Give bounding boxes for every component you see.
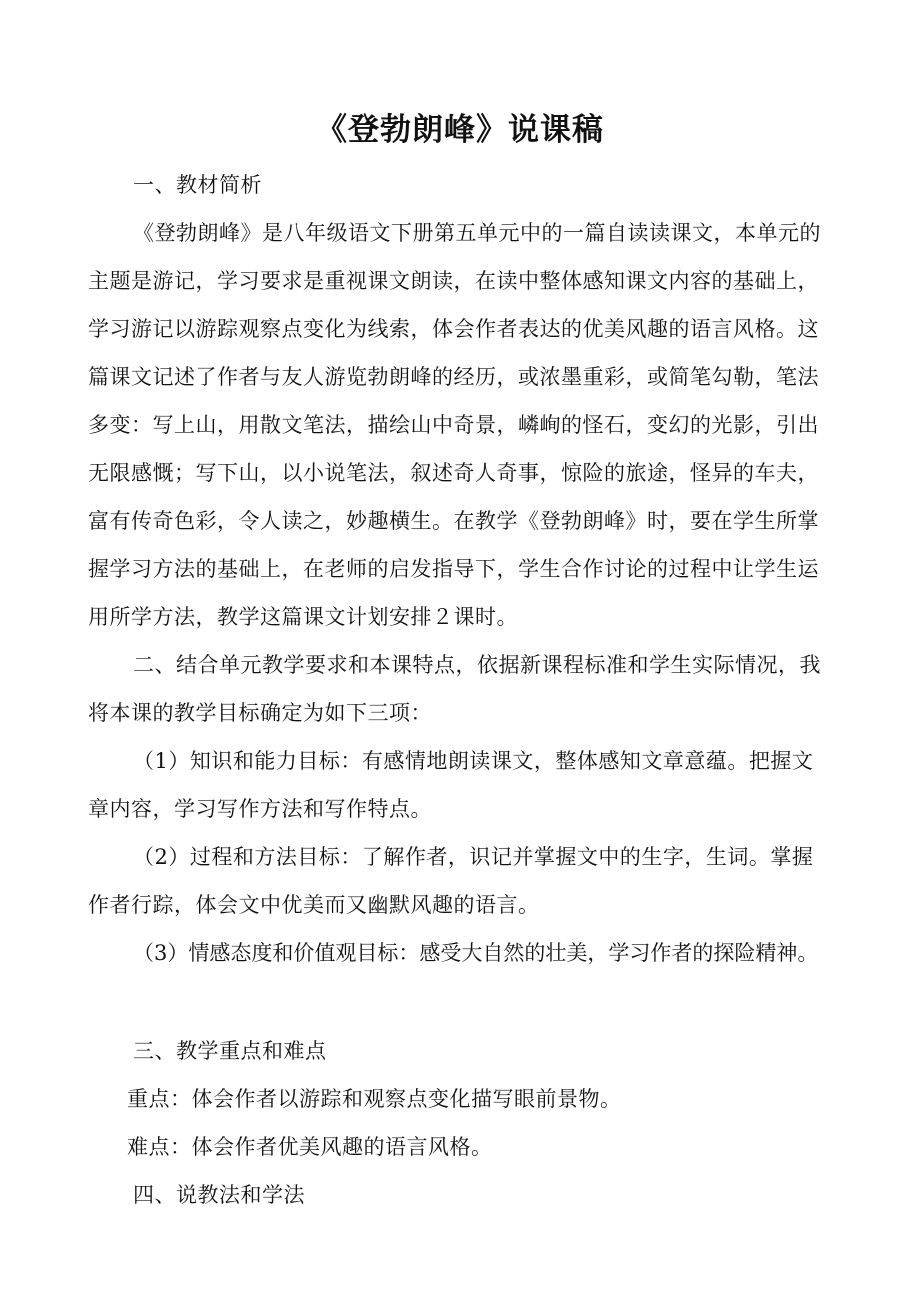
paragraph-line: 用所学方法，教学这篇课文计划安排２课时。 xyxy=(88,605,518,629)
paragraph-line: 富有传奇色彩，令人读之，妙趣横生。在教学《登勃朗峰》时，要在学生所掌 xyxy=(88,509,819,533)
goal-emotion: （3）情感态度和价值观目标：感受大自然的壮美，学习作者的探险精神。 xyxy=(133,941,819,965)
paragraph-line: 学习游记以游踪观察点变化为线索，体会作者表达的优美风趣的语言风格。这 xyxy=(88,317,819,341)
section-heading-1: 一、教材简析 xyxy=(133,173,262,197)
paragraph-line: 无限感慨；写下山，以小说笔法，叙述奇人奇事，惊险的旅途，怪异的车夫， xyxy=(88,461,819,485)
paragraph-line: 主题是游记，学习要求是重视课文朗读，在读中整体感知课文内容的基础上， xyxy=(88,269,819,293)
paragraph-line: 二、结合单元教学要求和本课特点，依据新课程标准和学生实际情况，我 xyxy=(133,653,821,677)
difficult-point: 难点：体会作者优美风趣的语言风格。 xyxy=(127,1135,493,1159)
goal-knowledge-cont: 章内容，学习写作方法和写作特点。 xyxy=(88,797,432,821)
section-heading-3: 三、教学重点和难点 xyxy=(133,1039,327,1063)
goal-knowledge: （1）知识和能力目标：有感情地朗读课文，整体感知文章意蕴。把握文 xyxy=(133,749,814,773)
section-heading-4: 四、说教法和学法 xyxy=(133,1183,305,1207)
paragraph-line: 将本课的教学目标确定为如下三项： xyxy=(88,701,432,725)
goal-process-cont: 作者行踪，体会文中优美而又幽默风趣的语言。 xyxy=(88,893,540,917)
key-point: 重点：体会作者以游踪和观察点变化描写眼前景物。 xyxy=(127,1087,622,1111)
paragraph-line: 握学习方法的基础上，在老师的启发指导下，学生合作讨论的过程中让学生运 xyxy=(88,557,819,581)
paragraph-line: 《登勃朗峰》是八年级语文下册第五单元中的一篇自读读课文，本单元的 xyxy=(133,221,821,245)
paragraph-line: 篇课文记述了作者与友人游览勃朗峰的经历，或浓墨重彩，或简笔勾勒，笔法 xyxy=(88,365,819,389)
paragraph-line: 多变：写上山，用散文笔法，描绘山中奇景，嶙峋的怪石，变幻的光影，引出 xyxy=(88,413,819,437)
goal-process: （2）过程和方法目标：了解作者，识记并掌握文中的生字，生词。掌握 xyxy=(133,845,814,869)
page-title: 《登勃朗峰》说课稿 xyxy=(316,112,604,148)
